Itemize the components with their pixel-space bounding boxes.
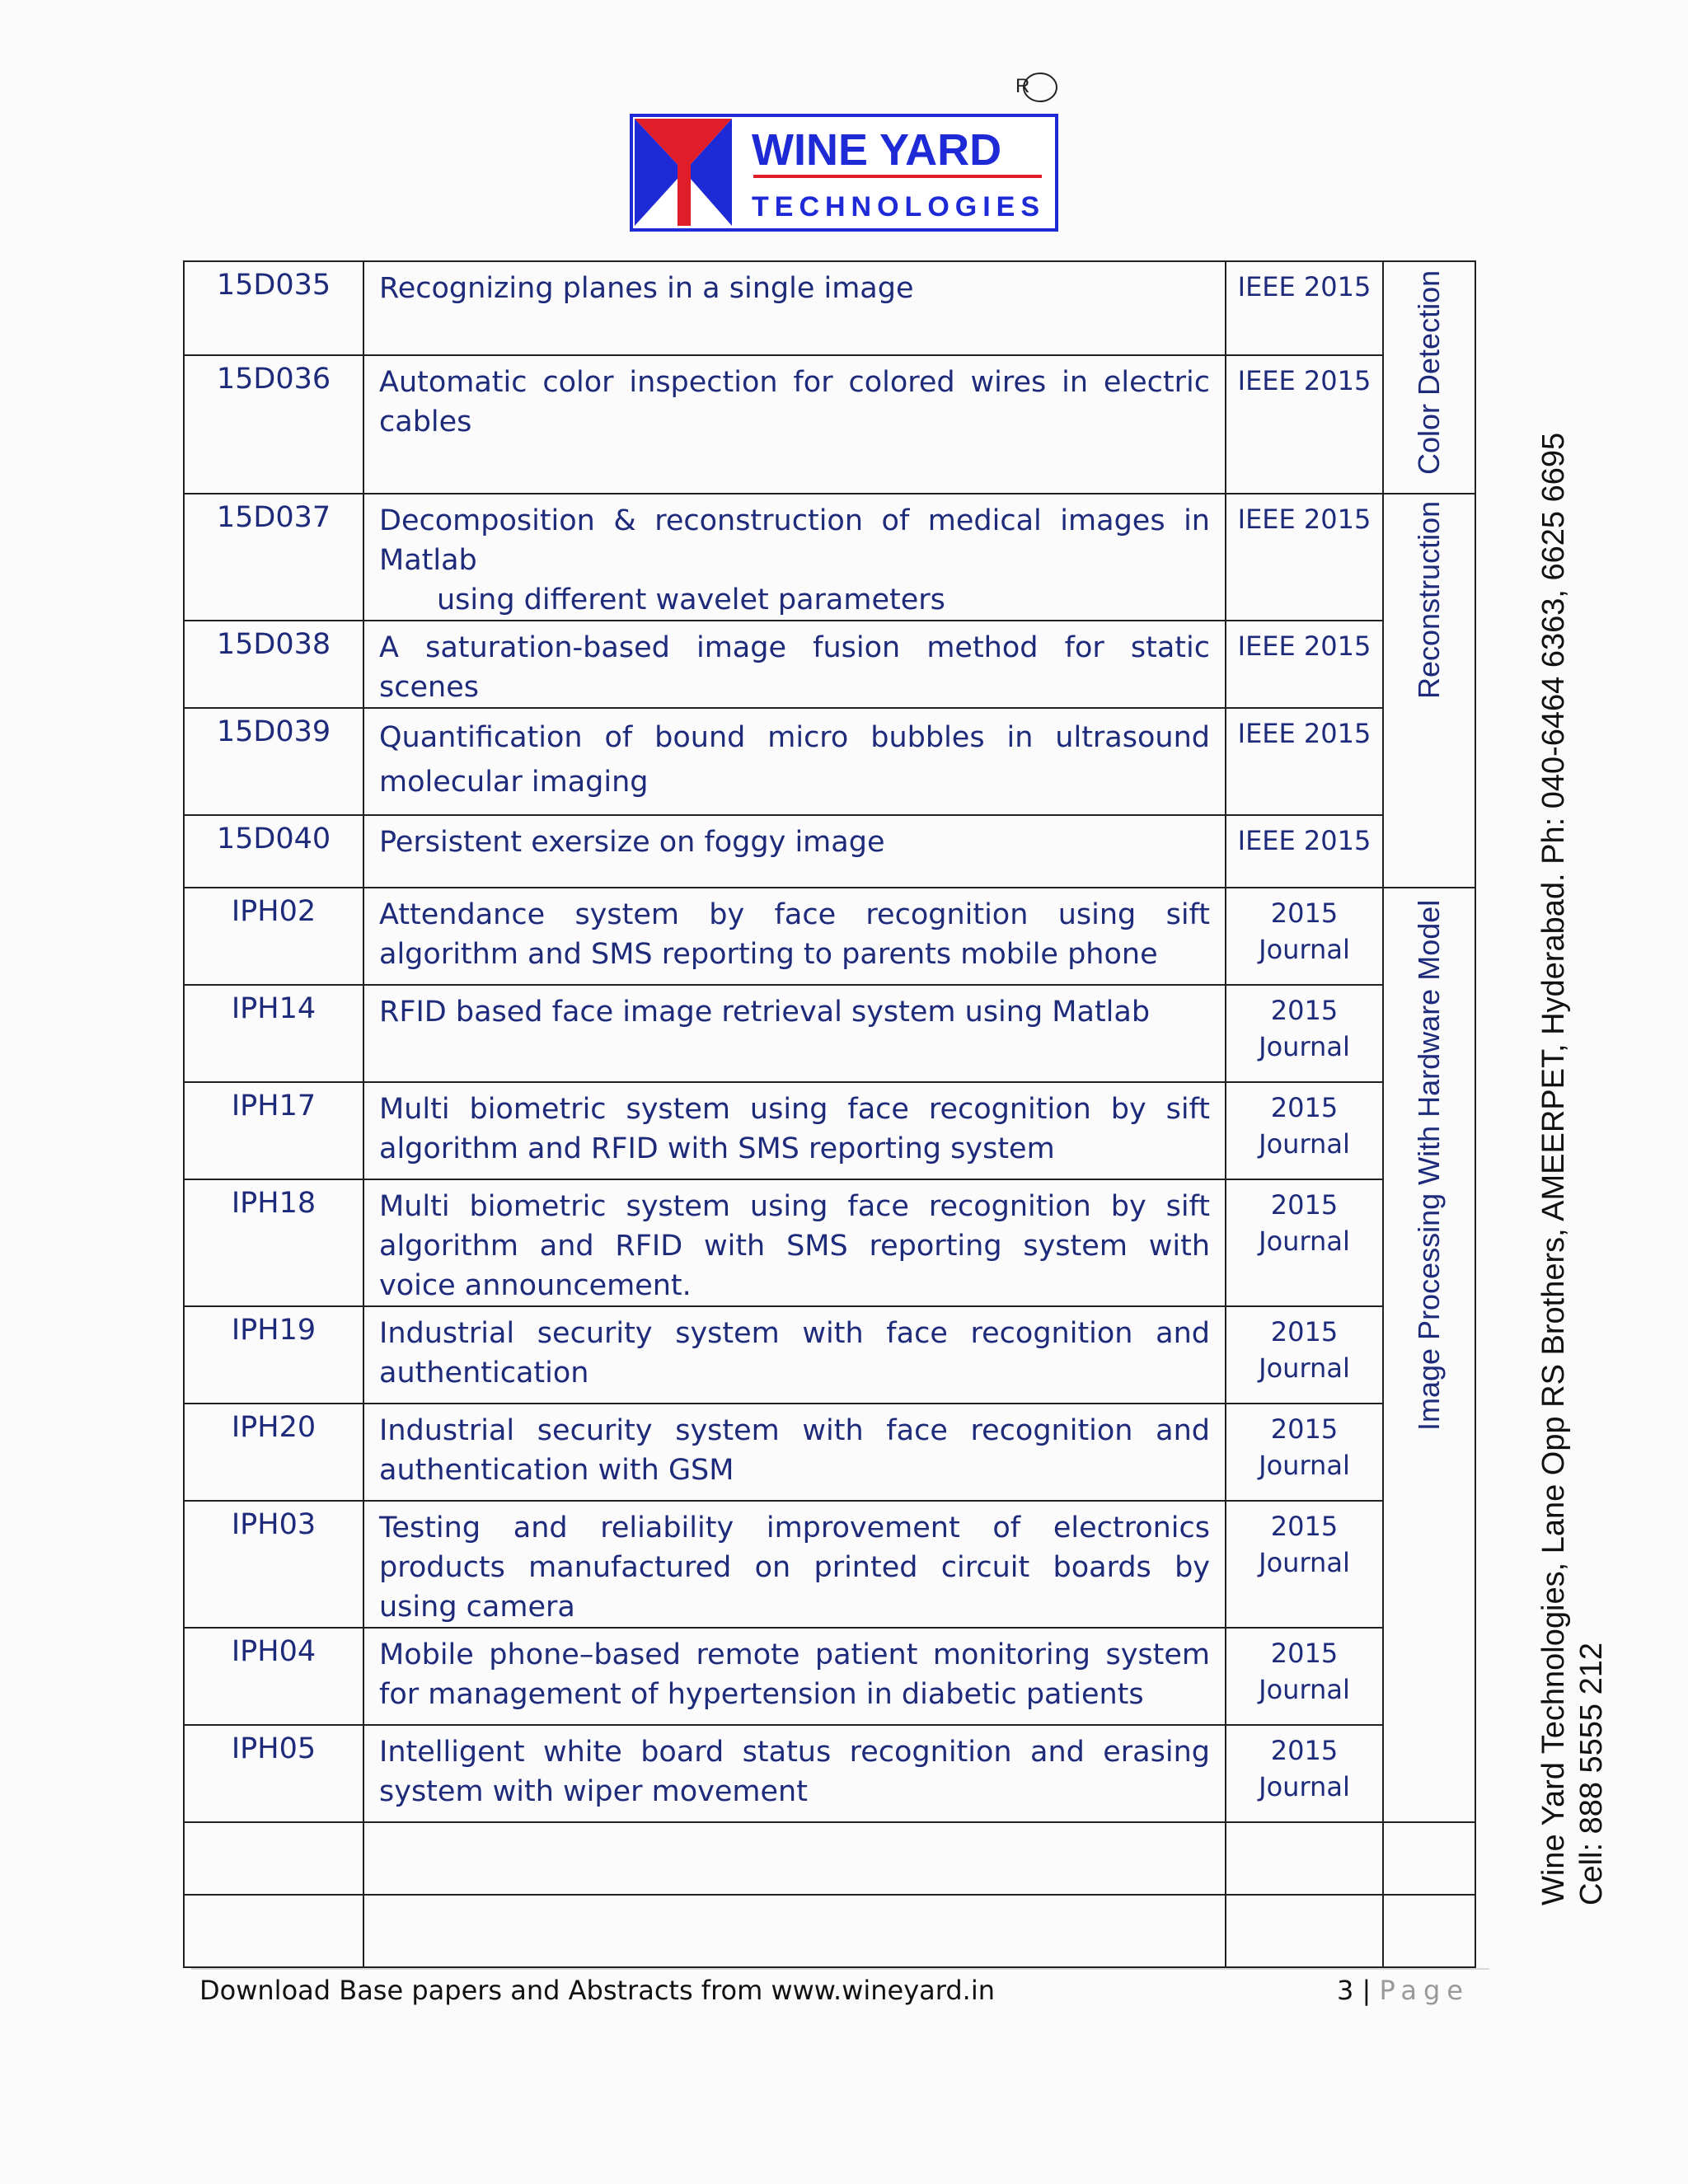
- category-cell: [1383, 494, 1475, 888]
- project-title: Recognizing planes in a single image: [363, 261, 1226, 355]
- project-year-source: Journal: [1259, 1352, 1350, 1384]
- page-separator: |: [1362, 1975, 1372, 2006]
- empty-table-row: [184, 1822, 1475, 1895]
- contact-cell: Cell: 888 5555 212: [1574, 1642, 1609, 1905]
- empty-cell: [363, 1822, 1226, 1895]
- empty-table-row: [184, 1895, 1475, 1967]
- project-code: 15D040: [184, 815, 363, 888]
- project-title-line1: Decomposition & reconstruction of medical images in Matlab: [379, 504, 1210, 577]
- project-year-value: 2015: [1270, 1735, 1339, 1766]
- table-row: [184, 1404, 1475, 1501]
- project-year: [1226, 888, 1383, 985]
- project-year-value: 2015: [1270, 1189, 1339, 1221]
- project-title: RFID based face image retrieval system using Matlab: [363, 985, 1226, 1082]
- project-code: 15D038: [184, 621, 363, 708]
- page-word: Page: [1379, 1975, 1470, 2006]
- category-label: Image Processing With Hardware Model: [1412, 899, 1446, 1431]
- project-year: IEEE 2015: [1226, 815, 1383, 888]
- project-title: [363, 494, 1226, 621]
- empty-cell: [363, 1895, 1226, 1967]
- project-year-value: 2015: [1270, 1316, 1339, 1347]
- empty-cell: [1226, 1822, 1383, 1895]
- table-row: [184, 261, 1475, 355]
- table-row: [184, 1628, 1475, 1725]
- project-year: [1226, 985, 1383, 1082]
- category-label: Reconstruction: [1412, 500, 1446, 699]
- project-title: Intelligent white board status recognition and erasing system with wiper movement: [363, 1725, 1226, 1822]
- logo-wordmark-line2: TECHNOLOGIES: [752, 191, 1046, 223]
- project-year: [1226, 1501, 1383, 1628]
- project-code: IPH17: [184, 1082, 363, 1179]
- project-code: 15D035: [184, 261, 363, 355]
- project-year-source: Journal: [1259, 1771, 1350, 1802]
- contact-sidebar: [1535, 433, 1611, 1905]
- project-year: IEEE 2015: [1226, 261, 1383, 355]
- project-year-source: Journal: [1259, 1547, 1350, 1578]
- project-year-source: Journal: [1259, 1450, 1350, 1481]
- table-row: [184, 1501, 1475, 1628]
- registered-mark-letter: R: [1015, 75, 1030, 97]
- project-year-value: 2015: [1270, 1092, 1339, 1123]
- wine-yard-logo: [630, 114, 1058, 232]
- footer-download-text: Download Base papers and Abstracts from www.wineyard.in: [199, 1975, 996, 2006]
- project-year-source: Journal: [1259, 1226, 1350, 1257]
- project-table: [183, 260, 1476, 1968]
- project-title: Testing and reliability improvement of electronics products manufactured on printed circuit boards by using camera: [363, 1501, 1226, 1628]
- project-code: IPH20: [184, 1404, 363, 1501]
- logo-wordmark-line1: WINE YARD: [752, 125, 1002, 175]
- page-number: 3: [1337, 1975, 1354, 2006]
- project-year: IEEE 2015: [1226, 355, 1383, 494]
- project-year: [1226, 1082, 1383, 1179]
- project-title: Multi biometric system using face recognition by sift algorithm and RFID with SMS reporting system: [363, 1082, 1226, 1179]
- project-title: A saturation-based image fusion method for static scenes: [363, 621, 1226, 708]
- table-row: [184, 1082, 1475, 1179]
- empty-cell: [1226, 1895, 1383, 1967]
- project-code: 15D036: [184, 355, 363, 494]
- project-year: [1226, 1306, 1383, 1404]
- project-year: IEEE 2015: [1226, 494, 1383, 621]
- table-row: [184, 621, 1475, 708]
- project-code: IPH18: [184, 1179, 363, 1306]
- project-code: 15D037: [184, 494, 363, 621]
- table-row: [184, 1179, 1475, 1306]
- project-year: [1226, 1628, 1383, 1725]
- category-label: Color Detection: [1412, 269, 1446, 475]
- category-cell: [1383, 261, 1475, 494]
- table-row: [184, 888, 1475, 985]
- project-title: Persistent exersize on foggy image: [363, 815, 1226, 888]
- table-row: [184, 1725, 1475, 1822]
- table-row: [184, 815, 1475, 888]
- empty-cell: [184, 1822, 363, 1895]
- project-year-source: Journal: [1259, 1031, 1350, 1062]
- category-cell: [1383, 888, 1475, 1822]
- table-row: [184, 985, 1475, 1082]
- table-row: [184, 708, 1475, 815]
- project-year-value: 2015: [1270, 1413, 1339, 1445]
- project-code: IPH02: [184, 888, 363, 985]
- project-year: [1226, 1725, 1383, 1822]
- empty-cell: [184, 1895, 363, 1967]
- footer-divider: [191, 1968, 1489, 1970]
- project-year-value: 2015: [1270, 995, 1339, 1026]
- project-title: Multi biometric system using face recognition by sift algorithm and RFID with SMS reporting system with voice announcement.: [363, 1179, 1226, 1306]
- project-year-source: Journal: [1259, 934, 1350, 965]
- project-code: 15D039: [184, 708, 363, 815]
- project-year: IEEE 2015: [1226, 708, 1383, 815]
- project-title: Automatic color inspection for colored wires in electric cables: [363, 355, 1226, 494]
- project-year: IEEE 2015: [1226, 621, 1383, 708]
- project-year-source: Journal: [1259, 1128, 1350, 1160]
- project-year-value: 2015: [1270, 898, 1339, 929]
- project-year-value: 2015: [1270, 1638, 1339, 1669]
- project-code: IPH14: [184, 985, 363, 1082]
- project-code: IPH03: [184, 1501, 363, 1628]
- project-code: IPH19: [184, 1306, 363, 1404]
- footer-page-indicator: [1337, 1975, 1470, 2006]
- project-year: [1226, 1404, 1383, 1501]
- project-code: IPH05: [184, 1725, 363, 1822]
- contact-address-phone: Wine Yard Technologies, Lane Opp RS Brothers, AMEERPET, Hyderabad. Ph: 040-6464 6363, 6625 6695: [1536, 432, 1571, 1905]
- table-row: [184, 494, 1475, 621]
- project-year-source: Journal: [1259, 1674, 1350, 1705]
- project-year: [1226, 1179, 1383, 1306]
- project-title-line2: using different wavelet parameters: [437, 583, 945, 616]
- project-code: IPH04: [184, 1628, 363, 1725]
- project-title: Industrial security system with face recognition and authentication: [363, 1306, 1226, 1404]
- registered-trademark-icon: [1015, 68, 1060, 105]
- empty-cell: [1383, 1822, 1475, 1895]
- project-title: Mobile phone–based remote patient monitoring system for management of hypertension in diabetic patients: [363, 1628, 1226, 1725]
- table-row: [184, 1306, 1475, 1404]
- empty-cell: [1383, 1895, 1475, 1967]
- project-title: Attendance system by face recognition using sift algorithm and SMS reporting to parents mobile phone: [363, 888, 1226, 985]
- project-year-value: 2015: [1270, 1511, 1339, 1542]
- project-title: Industrial security system with face recognition and authentication with GSM: [363, 1404, 1226, 1501]
- project-title: Quantification of bound micro bubbles in ultrasound molecular imaging: [363, 708, 1226, 815]
- table-row: [184, 355, 1475, 494]
